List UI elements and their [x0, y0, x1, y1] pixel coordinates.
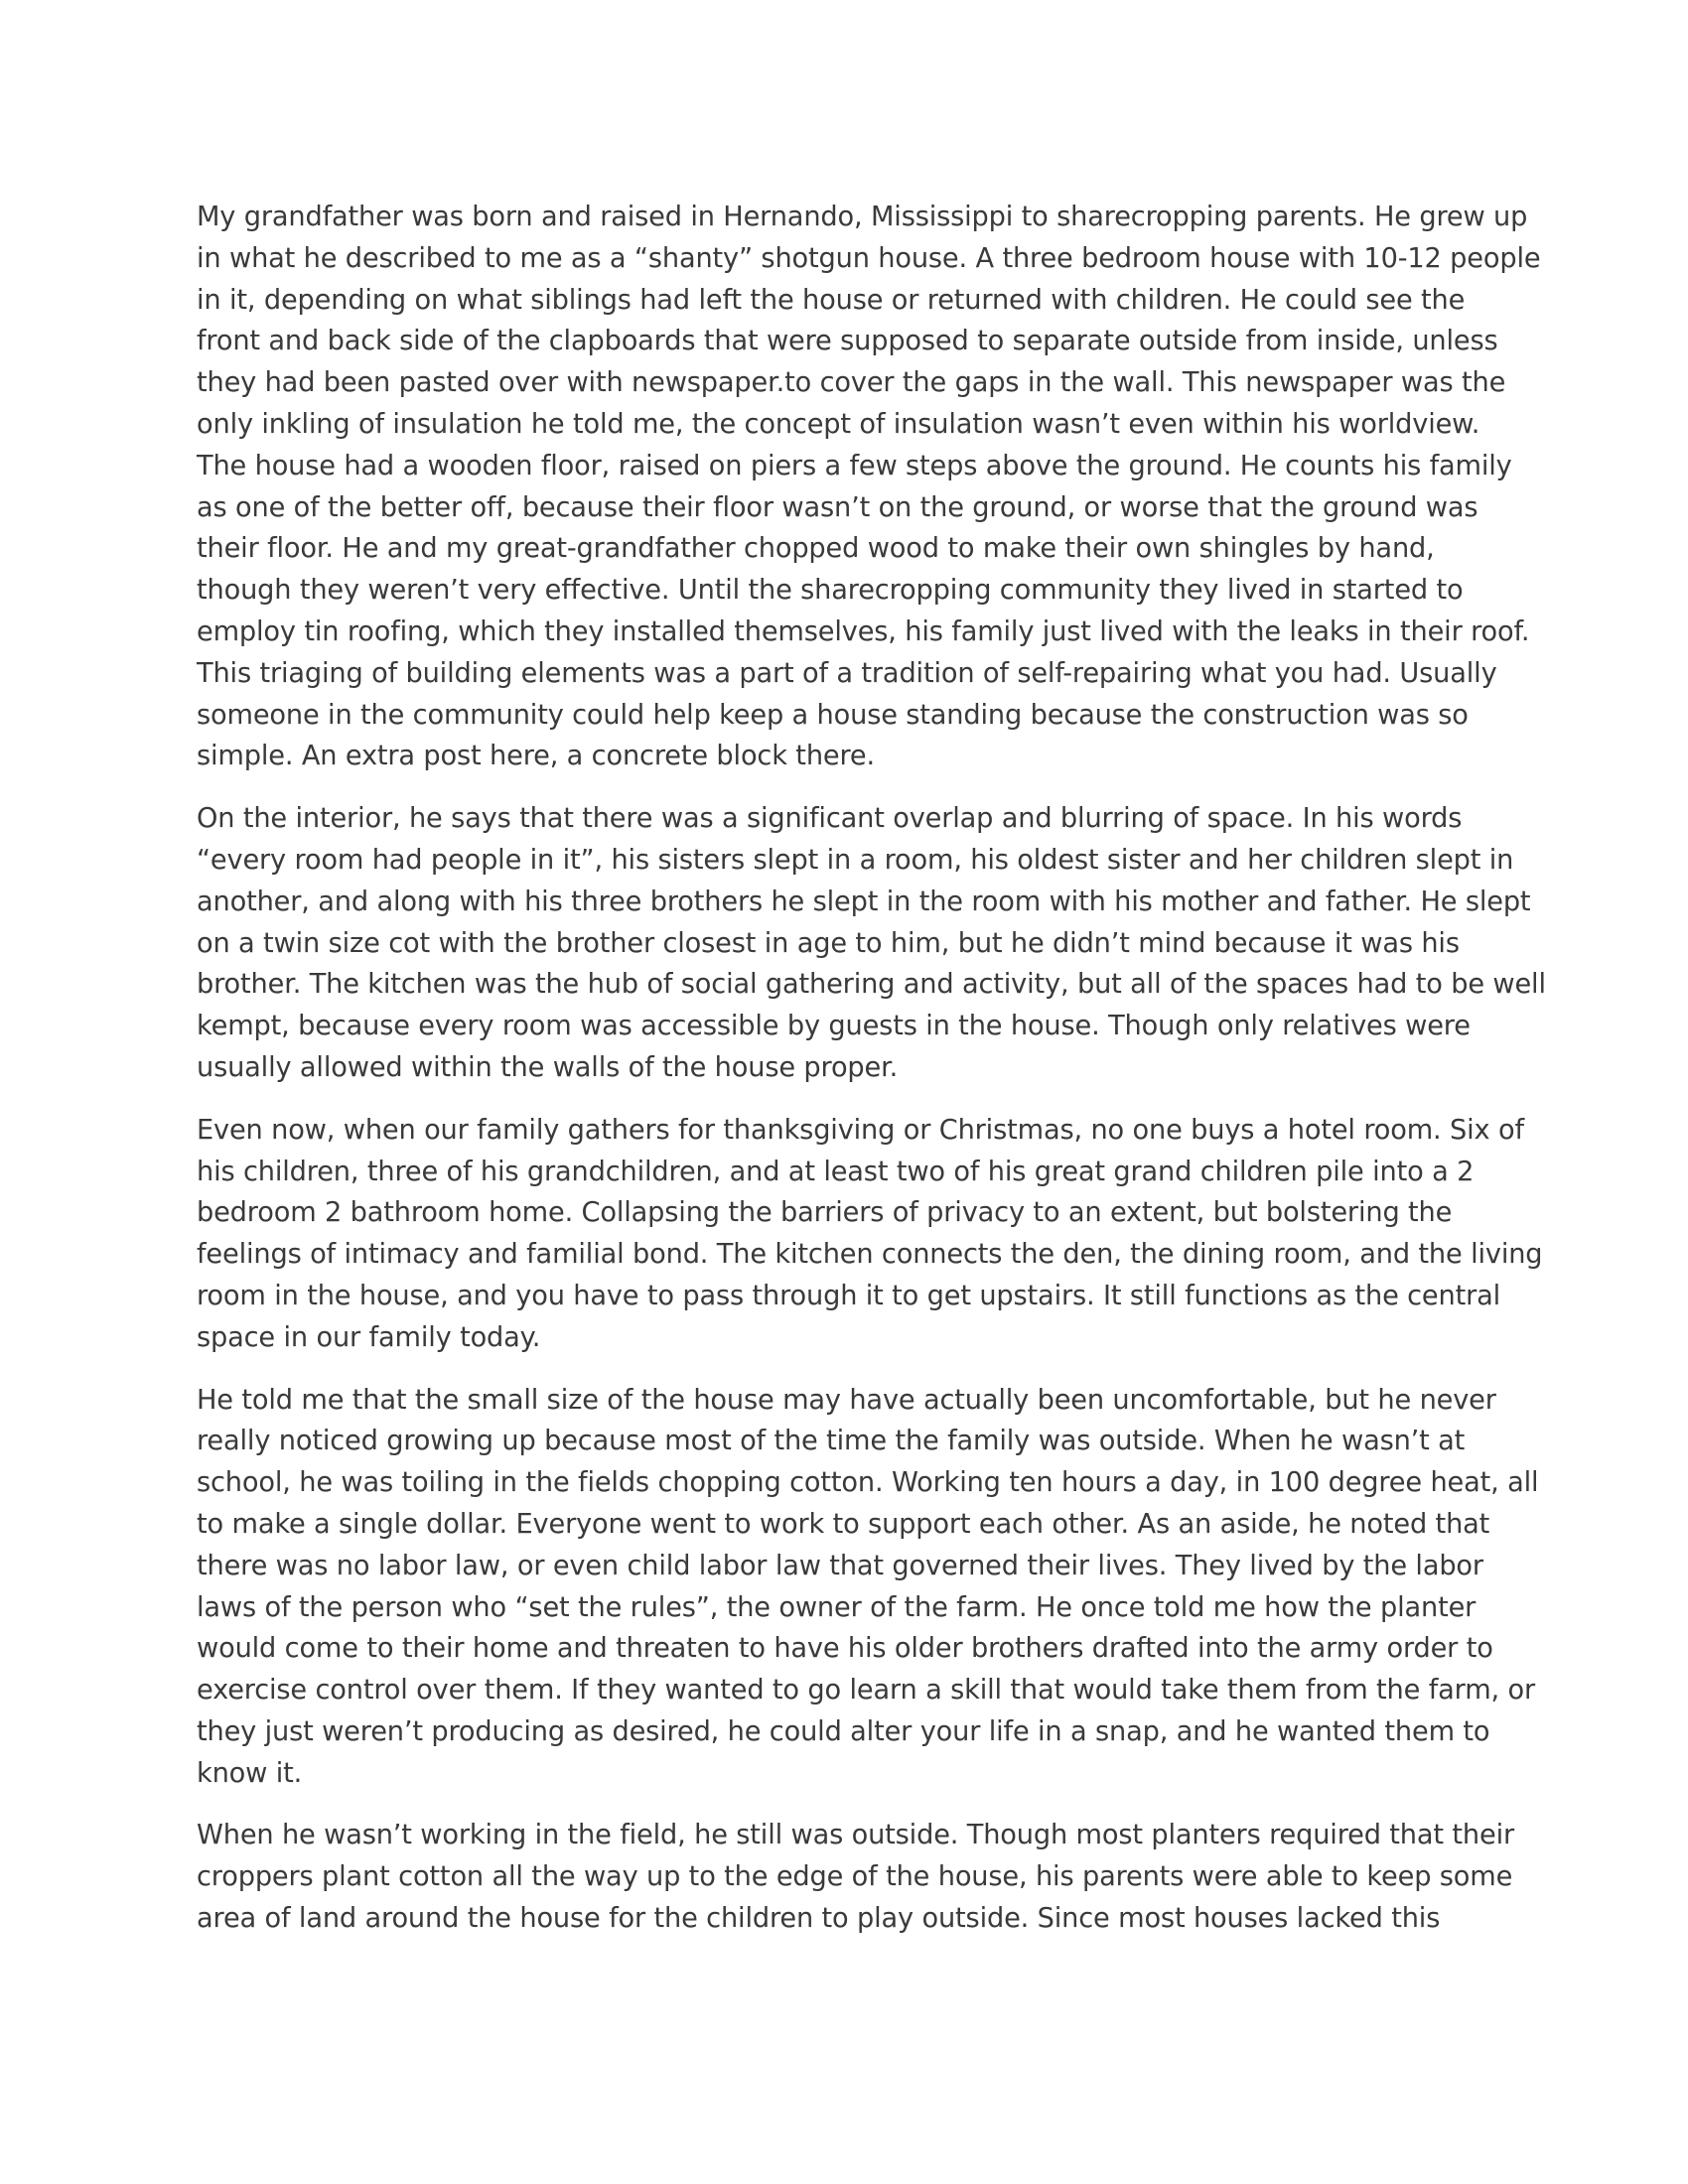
text-line: On the interior, he says that there was a significant overlap and blurring of space. In his words [197, 803, 1463, 835]
text-line: they just weren’t producing as desired, he could alter your life in a snap, and he wanted them to [197, 1715, 1490, 1747]
text-line: kempt, because every room was accessible by guests in the house. Though only relatives were [197, 1011, 1471, 1042]
text-line: exercise control over them. If they wanted to go learn a skill that would take them from the farm, or [197, 1675, 1536, 1706]
text-line: He told me that the small size of the house may have actually been uncomfortable, but he never [197, 1384, 1496, 1416]
text-line: “every room had people in it”, his sisters slept in a room, his oldest sister and her children slept in [197, 844, 1514, 876]
text-line: simple. An extra post here, a concrete block there. [197, 741, 875, 772]
text-line: they had been pasted over with newspaper.to cover the gaps in the wall. This newspaper was the [197, 367, 1506, 399]
text-line: on a twin size cot with the brother closest in age to him, but he didn’t mind because it was his [197, 927, 1460, 959]
document-body [197, 197, 1546, 1961]
text-line: bedroom 2 bathroom home. Collapsing the barriers of privacy to an extent, but bolstering the [197, 1197, 1453, 1229]
text-line: employ tin roofing, which they installed themselves, his family just lived with the leaks in their roof. [197, 615, 1530, 647]
text-line: This triaging of building elements was a part of a tradition of self-repairing what you had. Usually [197, 657, 1497, 689]
text-line: would come to their home and threaten to have his older brothers drafted into the army order to [197, 1633, 1493, 1665]
text-line: front and back side of the clapboards that were supposed to separate outside from inside, unless [197, 326, 1498, 357]
text-line: someone in the community could help keep a house standing because the construction was so [197, 699, 1469, 731]
paragraph-5 [197, 1815, 1515, 1939]
text-line: really noticed growing up because most of the time the family was outside. When he wasn’t at [197, 1426, 1466, 1457]
text-line: as one of the better off, because their floor wasn’t on the ground, or worse that the ground was [197, 491, 1478, 523]
text-line: laws of the person who “set the rules”, the owner of the farm. He once told me how the planter [197, 1591, 1477, 1623]
text-line: only inkling of insulation he told me, the concept of insulation wasn’t even within his worldview. [197, 408, 1480, 440]
text-line: school, he was toiling in the fields chopping cotton. Working ten hours a day, in 100 degree heat, all [197, 1467, 1539, 1499]
text-line: usually allowed within the walls of the house proper. [197, 1051, 899, 1083]
paragraph-4 [197, 1380, 1539, 1795]
text-line: space in our family today. [197, 1321, 541, 1353]
text-line: feelings of intimacy and familial bond. The kitchen connects the den, the dining room, and the living [197, 1239, 1543, 1271]
paragraph-3 [197, 1110, 1543, 1359]
text-line: there was no labor law, or even child labor law that governed their lives. They lived by the labor [197, 1550, 1483, 1581]
text-line: room in the house, and you have to pass through it to get upstairs. It still functions as the central [197, 1280, 1501, 1311]
text-line: another, and along with his three brothers he slept in the room with his mother and father. He slept [197, 886, 1531, 917]
text-line: brother. The kitchen was the hub of social gathering and activity, but all of the spaces had to be well [197, 969, 1546, 1001]
text-line: croppers plant cotton all the way up to the edge of the house, his parents were able to keep some [197, 1861, 1513, 1893]
text-line: know it. [197, 1757, 303, 1789]
text-line: their floor. He and my great-grandfather chopped wood to make their own shingles by hand, [197, 533, 1435, 565]
text-line: My grandfather was born and raised in Hernando, Mississippi to sharecropping parents. He grew up [197, 202, 1528, 232]
text-line: to make a single dollar. Everyone went to work to support each other. As an aside, he noted that [197, 1508, 1490, 1540]
paragraph-1 [197, 197, 1541, 777]
text-line: area of land around the house for the children to play outside. Since most houses lacked this [197, 1903, 1441, 1935]
paragraph-2 [197, 798, 1546, 1089]
text-line: though they weren’t very effective. Until the sharecropping community they lived in started to [197, 575, 1464, 607]
text-line: his children, three of his grandchildren, and at least two of his great grand children pile into a 2 [197, 1156, 1475, 1187]
text-line: When he wasn’t working in the field, he still was outside. Though most planters required that their [197, 1820, 1515, 1851]
text-line: in what he described to me as a “shanty” shotgun house. A three bedroom house with 10-12 people [197, 242, 1541, 274]
text-line: Even now, when our family gathers for thanksgiving or Christmas, no one buys a hotel room. Six of [197, 1114, 1524, 1146]
text-line: in it, depending on what siblings had left the house or returned with children. He could see the [197, 284, 1466, 316]
text-line: The house had a wooden floor, raised on piers a few steps above the ground. He counts his family [197, 450, 1512, 481]
